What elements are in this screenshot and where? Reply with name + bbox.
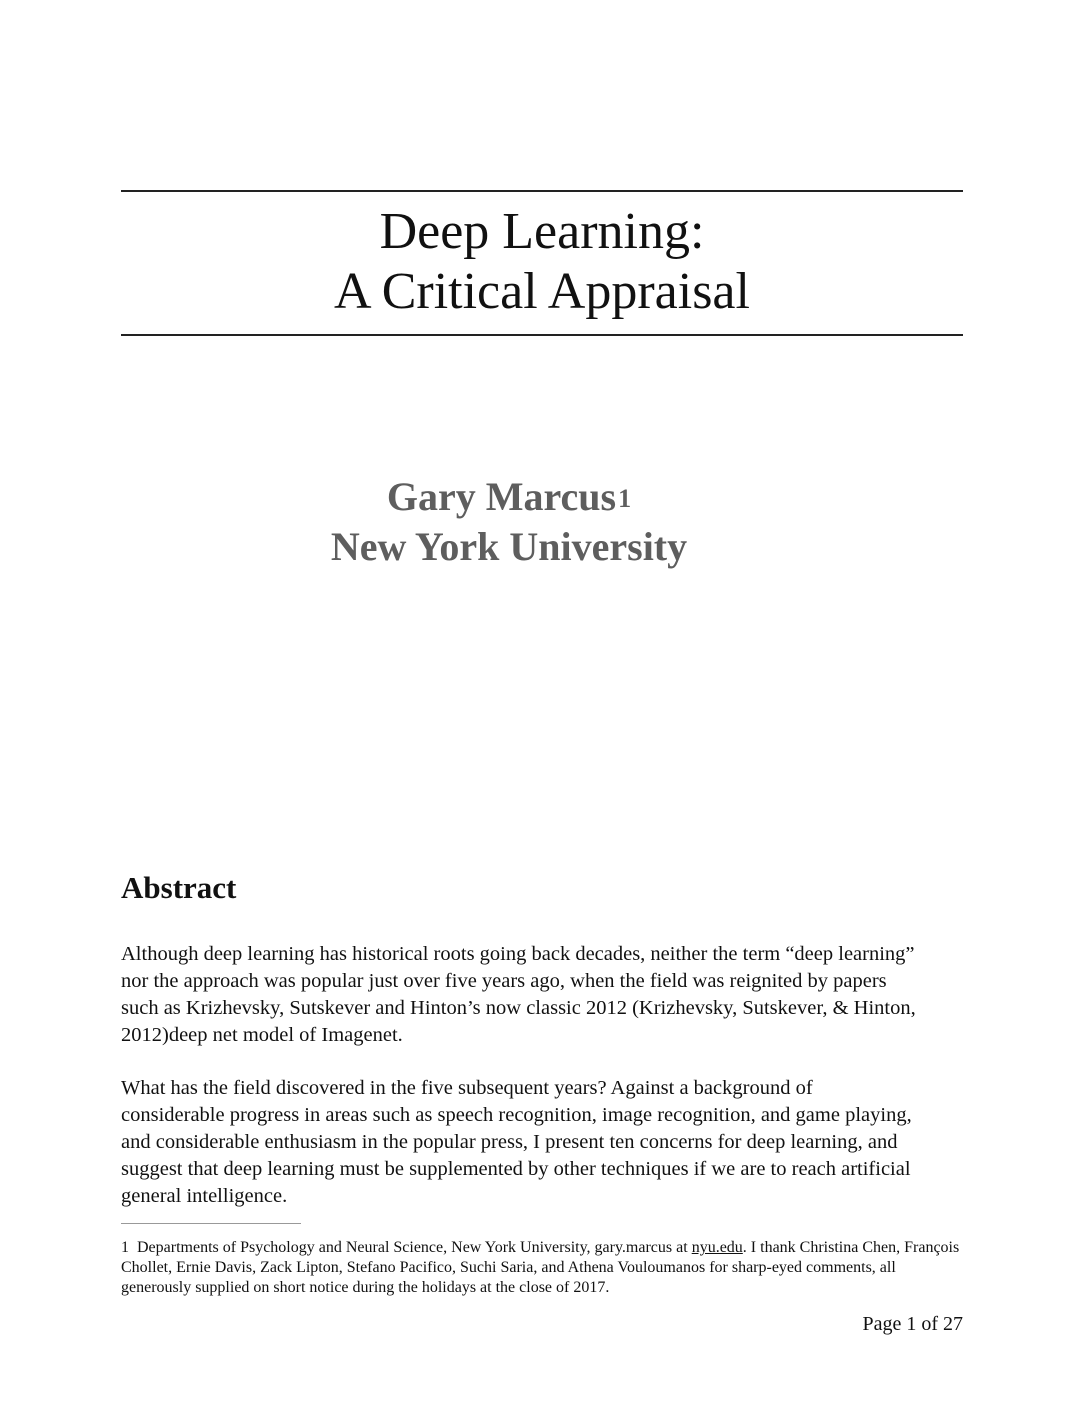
author-affiliation: New York University <box>330 524 688 569</box>
page-number: Page 1 of 27 <box>862 1313 963 1335</box>
abstract-paragraph-2: What has the field discovered in the five subsequent years? Against a background of considerable progress in areas such as speech recognition, image recognition, and game playing, and considerable enthusiasm in the popular press, I present ten concerns for deep learning, and suggest that deep learning must be supplemented by other techniques if we are to reach artificial general intelligence. <box>121 1077 912 1207</box>
author-block <box>121 472 897 572</box>
author-footnote-marker[interactable]: 1 <box>618 484 632 513</box>
footnote-email-link[interactable]: nyu.edu <box>691 1239 743 1256</box>
author-name: Gary Marcus <box>386 474 617 519</box>
title-bottom-rule <box>121 334 963 336</box>
title-top-rule <box>121 190 963 192</box>
footnote-text-after-link: . I thank Christina Chen, François Chollet, Ernie Davis, Zack Lipton, Stefano Pacifico, Suchi Saria, and Athena Vouloumanos for sharp-eyed comments, all generously supplied on short notice during the holidays at the close of 2017. <box>121 1239 960 1296</box>
abstract-heading: Abstract <box>121 870 237 905</box>
footnote-text-before-link: Departments of Psychology and Neural Science, New York University, gary.marcus at <box>137 1239 692 1256</box>
paper-title <box>121 202 963 322</box>
footnote-separator <box>121 1223 301 1224</box>
footnote <box>121 1238 963 1298</box>
author-line <box>121 472 897 522</box>
title-line-1: Deep Learning: <box>379 203 705 260</box>
footnote-marker: 1 <box>121 1239 129 1256</box>
title-line-2: A Critical Appraisal <box>334 263 750 320</box>
abstract-paragraph-1: Although deep learning has historical roots going back decades, neither the term “deep learning” nor the approach was popular just over five years ago, when the field was reignited by papers such as Krizhevsky, Sutskever and Hinton’s now classic 2012 (Krizhevsky, Sutskever, & Hinton, 2012)deep net model of Imagenet. <box>121 943 916 1046</box>
